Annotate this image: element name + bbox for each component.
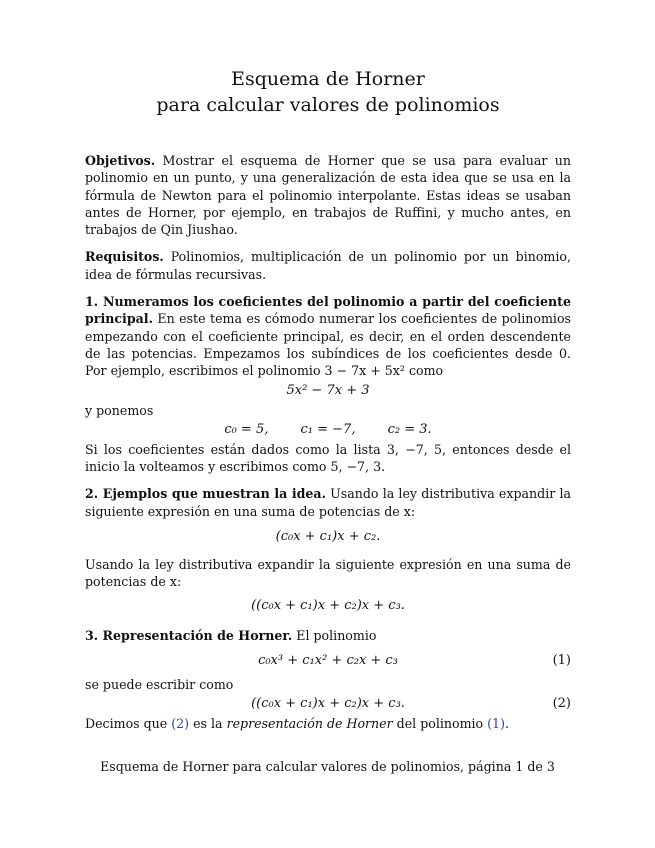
equation-1 <box>85 650 571 672</box>
equation-polynomial: 5x² − 7x + 3 <box>286 382 370 398</box>
section-1-text: En este tema es cómodo numerar los coeficientes de polinomios empezando con el coeficiente principal, es decir, en el orden descendente de las potencias. Empezamos los subíndices de los coeficientes desde 0. Por ejemplo, escribimos el polinomio 3 − 7x + 5x² como <box>85 311 571 379</box>
objetivos-text: Mostrar el esquema de Horner que se usa para evaluar un polinomio en un punto, y una generalización de esta idea que se usa en la fórmula de Newton para el polinomio interpolante. Estas ideas se usaban antes de Horner, por ejemplo, en trabajos de Ruffini, y mucho antes, en trabajos de Qin Jiushao. <box>85 153 571 238</box>
equation-example-2: ((c₀x + c₁)x + c₂)x + c₃. <box>251 597 405 613</box>
section-2-text: Usando la ley distributiva expandir la siguiente expresión en una suma de potencias de x: <box>85 486 572 519</box>
document-title <box>85 66 571 118</box>
title-line-2: para calcular valores de polinomios <box>156 94 500 116</box>
objetivos-paragraph <box>85 152 571 238</box>
closing-emphasis: representación de Horner <box>226 716 393 732</box>
equation-1-number: (1) <box>552 652 571 668</box>
equation-2 <box>85 693 571 715</box>
section-2-paragraph <box>85 485 571 520</box>
section-3-paragraph <box>85 627 571 644</box>
section-3-text-2: se puede escribir como <box>85 676 234 692</box>
closing-pre: Decimos que <box>85 716 172 732</box>
equation-example-1: (c₀x + c₁)x + c₂. <box>275 529 381 545</box>
section-3-text: El polinomio <box>292 627 377 643</box>
section-1-paragraph <box>85 293 571 379</box>
objetivos-label: Objetivos. <box>85 153 156 168</box>
y-ponemos: y ponemos <box>85 402 154 418</box>
requisitos-paragraph <box>85 248 571 283</box>
requisitos-text: Polinomios, multiplicación de un polinomio por un binomio, idea de fórmulas recursivas. <box>85 249 571 282</box>
section-2-heading: 2. Ejemplos que muestran la idea. <box>85 486 326 502</box>
coef-c1: c₁ = −7, <box>300 421 356 437</box>
equation-1-body: c₀x³ + c₁x² + c₂x + c₃ <box>258 652 398 668</box>
ref-equation-1[interactable]: (1) <box>487 716 505 732</box>
section-3-closing <box>85 715 571 732</box>
title-line-1: Esquema de Horner <box>231 68 425 90</box>
equation-2-number: (2) <box>552 696 571 712</box>
section-3-heading: 3. Representación de Horner. <box>85 627 293 643</box>
coefficient-equations <box>85 419 571 441</box>
section-1-text-2: Si los coeficientes están dados como la lista 3, −7, 5, entonces desde el inicio la volteamos y escribimos como 5, −7, 3. <box>85 441 571 475</box>
ref-equation-2[interactable]: (2) <box>171 716 190 732</box>
closing-post: del polinomio <box>392 716 488 732</box>
page-footer: Esquema de Horner para calcular valores de polinomios, página 1 de 3 <box>100 759 555 774</box>
coef-c2: c₂ = 3. <box>387 421 432 437</box>
equation-2-body: ((c₀x + c₁)x + c₂)x + c₃. <box>251 696 405 712</box>
section-2-text-2: Usando la ley distributiva expandir la siguiente expresión en una suma de potencias de x: <box>85 557 571 590</box>
closing-end: . <box>504 716 509 732</box>
page <box>85 0 571 733</box>
section-1-heading: 1. Numeramos los coeficientes del polinomio a partir del coeficiente principal. <box>85 294 571 327</box>
coef-c0: c₀ = 5, <box>224 421 269 437</box>
closing-mid: es la <box>189 716 227 732</box>
requisitos-label: Requisitos. <box>85 249 164 265</box>
